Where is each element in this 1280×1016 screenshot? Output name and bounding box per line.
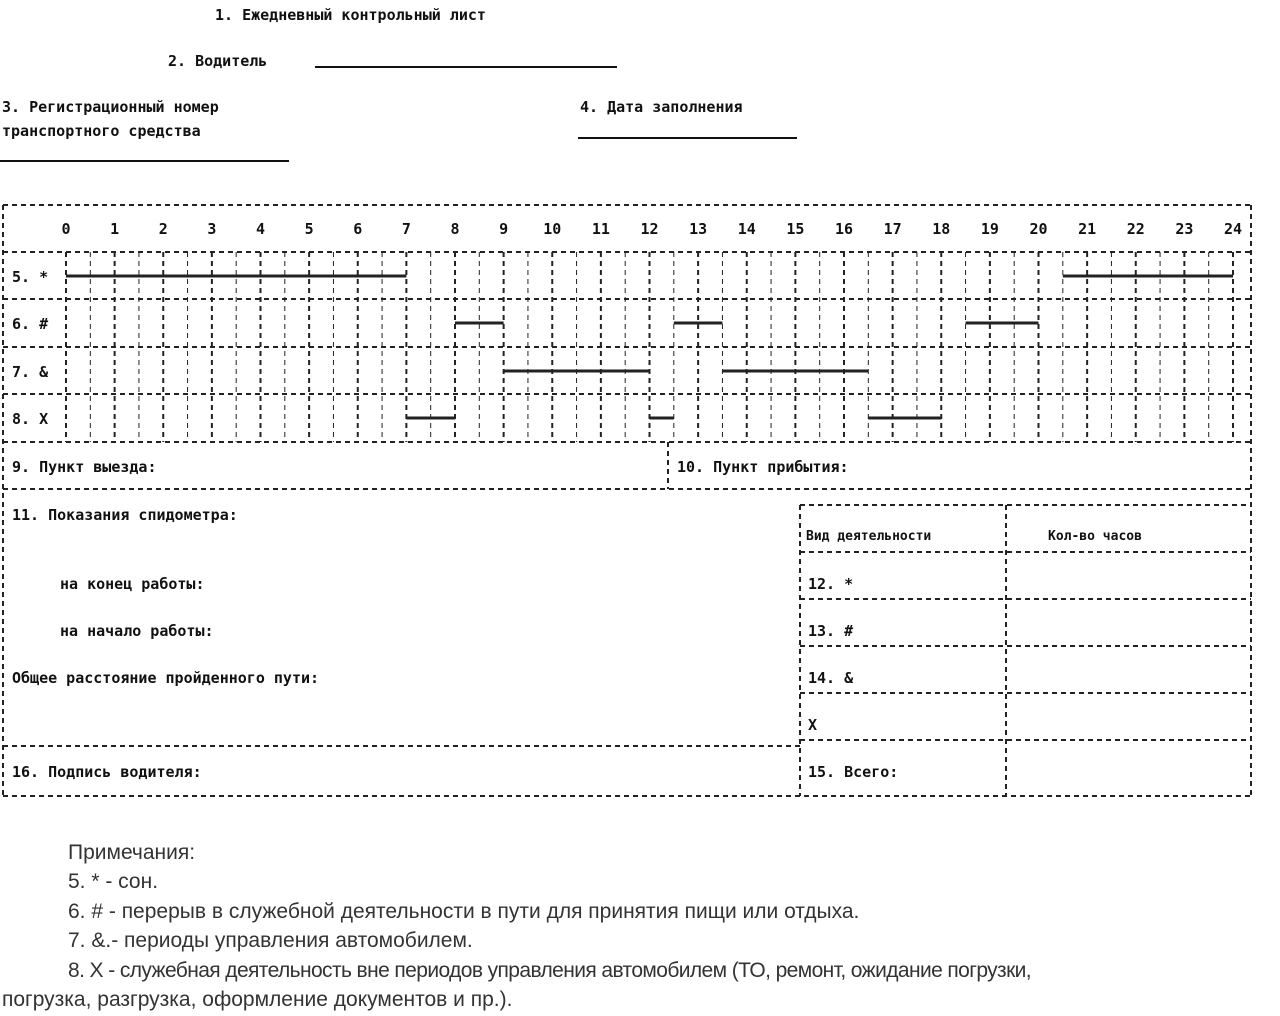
note-break: 6. # - перерыв в служебной деятельности в пути для принятия пищи или отдыха.: [68, 900, 860, 923]
hour-label: 3: [207, 220, 217, 238]
hour-label: 19: [980, 220, 999, 238]
hour-label: 15: [786, 220, 805, 238]
row-label: 8. X: [12, 410, 49, 428]
hour-label: 2: [158, 220, 168, 238]
distance-label: Общее расстояние пройденного пути:: [12, 669, 320, 687]
hour-label: 10: [543, 220, 562, 238]
note-other-work-line1: 8. X - служебная деятельность вне периодов управления автомобилем (ТО, ремонт, ожидание погрузки,: [68, 959, 1032, 982]
date-label: 4. Дата заполнения: [580, 98, 743, 116]
activity-row-driving: 14. &: [808, 669, 854, 687]
signature-label: 16. Подпись водителя:: [12, 763, 202, 781]
hour-label: 16: [834, 220, 854, 238]
reg-number-label-line1: 3. Регистрационный номер: [2, 98, 219, 116]
form-title: 1. Ежедневный контрольный лист: [215, 6, 486, 24]
activity-row-sleep: 12. *: [808, 575, 854, 593]
departure-label: 9. Пункт выезда:: [12, 458, 157, 476]
grid-lines: [3, 205, 1251, 796]
hour-label: 24: [1223, 220, 1243, 238]
arrival-label: 10. Пункт прибытия:: [677, 458, 849, 476]
driver-label: 2. Водитель: [168, 52, 268, 70]
row-label: 7. &: [12, 363, 49, 381]
activity-row-other-work: X: [808, 716, 818, 734]
odometer-end-label: на конец работы:: [60, 575, 205, 593]
activity-col-header: Вид деятельности: [806, 529, 932, 544]
notes-title: Примечания:: [68, 841, 196, 864]
hour-label: 7: [401, 220, 411, 238]
hour-label: 8: [450, 220, 460, 238]
hour-label: 5: [304, 220, 314, 238]
hour-label: 14: [737, 220, 756, 238]
hour-label: 23: [1175, 220, 1194, 238]
hour-label: 20: [1029, 220, 1048, 238]
hour-label: 1: [110, 220, 120, 238]
hour-label: 18: [932, 220, 951, 238]
odometer-start-label: на начало работы:: [60, 622, 214, 640]
activity-row-break: 13. #: [808, 622, 854, 640]
hour-label: 9: [499, 220, 509, 238]
note-other-work-line2: погрузка, разгрузка, оформление документов и пр.).: [2, 988, 513, 1011]
reg-number-label-line2: транспортного средства: [2, 122, 201, 140]
activity-total-label: 15. Всего:: [808, 763, 899, 781]
note-driving: 7. &.- периоды управления автомобилем.: [68, 929, 473, 952]
hour-label: 11: [591, 220, 610, 238]
row-label: 6. #: [12, 315, 49, 333]
hour-label: 22: [1126, 220, 1145, 238]
hour-label: 13: [689, 220, 708, 238]
hour-label: 0: [61, 220, 71, 238]
hour-label: 21: [1078, 220, 1097, 238]
hours-col-header: Кол-во часов: [1048, 529, 1142, 544]
hour-label: 17: [883, 220, 902, 238]
note-sleep: 5. * - сон.: [68, 870, 159, 893]
hour-label: 6: [353, 220, 363, 238]
odometer-title: 11. Показания спидометра:: [12, 506, 238, 524]
hour-label: 4: [255, 220, 266, 238]
row-label: 5. *: [12, 268, 49, 286]
hour-label: 12: [640, 220, 659, 238]
